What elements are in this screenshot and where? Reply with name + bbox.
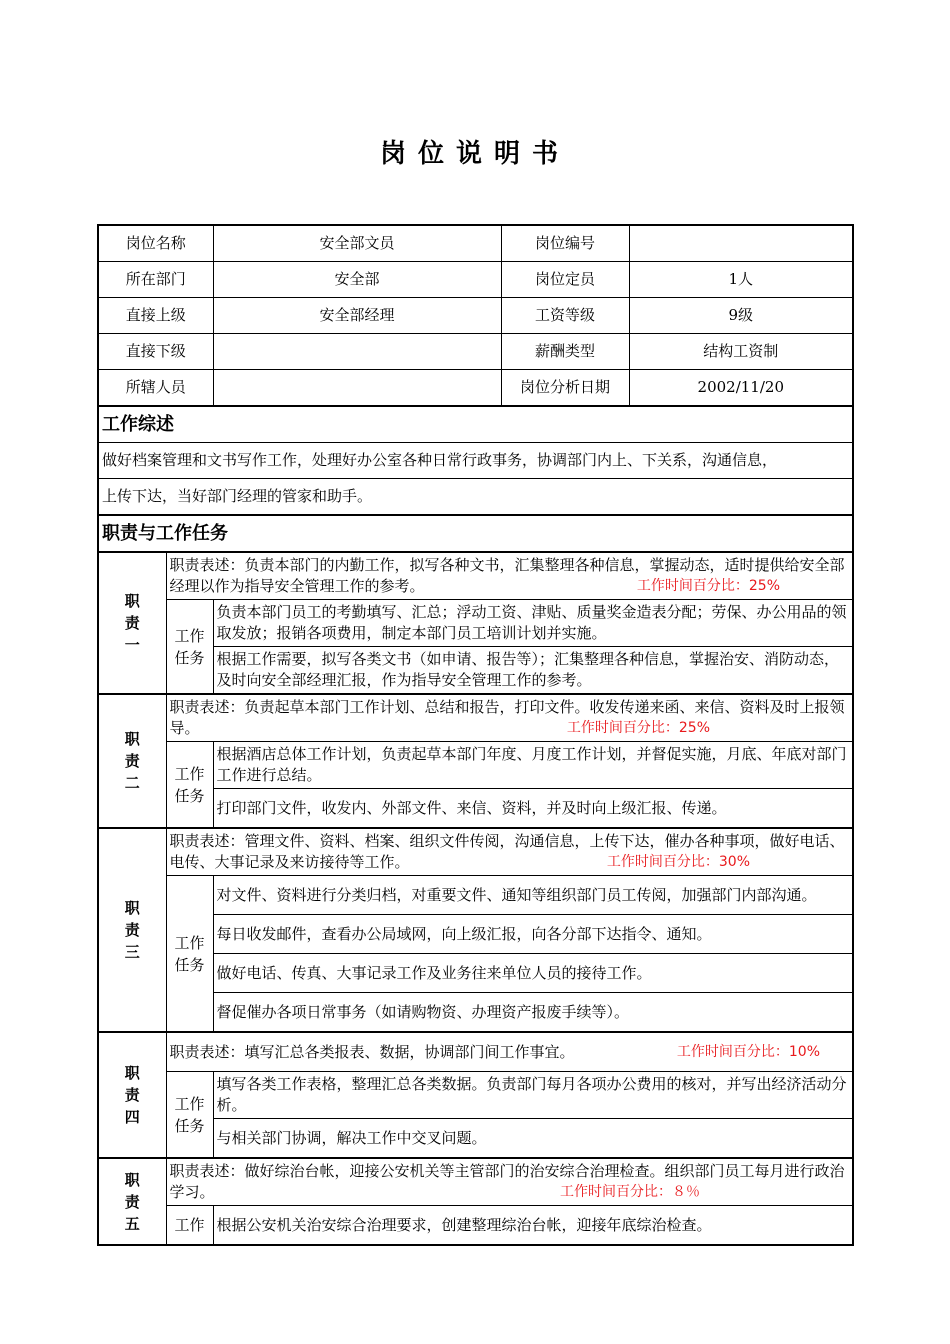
duty-statement-row xyxy=(98,694,853,742)
info-value xyxy=(213,334,501,370)
info-section xyxy=(98,225,853,406)
task-label-text: 工作 xyxy=(174,1216,205,1234)
task-item: 与相关部门协调，解决工作中交叉问题。 xyxy=(213,1119,853,1159)
task-label-text: 任务 xyxy=(174,955,205,974)
info-value: 安全部 xyxy=(213,262,501,298)
duty-label-char: 职 xyxy=(124,592,140,610)
info-label: 岗位分析日期 xyxy=(501,370,629,407)
duty-statement-row xyxy=(98,552,853,600)
info-label: 工资等级 xyxy=(501,298,629,334)
task-item: 做好电话、传真、大事记录工作及业务往来单位人员的接待工作。 xyxy=(213,954,853,993)
duty-statement-text: 职责表述：负责起草本部门工作计划、总结和报告，打印文件。收发传递来函、来信、资料及时上报领导。 xyxy=(169,698,845,737)
time-percent: 工作时间百分比：30% xyxy=(606,854,751,870)
duty-statement xyxy=(166,1032,853,1072)
info-value: 1人 xyxy=(629,262,853,298)
duty-label-char: 职 xyxy=(124,899,140,917)
duty-label-char: 四 xyxy=(124,1108,140,1126)
duty-label-char: 一 xyxy=(124,636,140,654)
duty-label-char: 责 xyxy=(124,614,140,632)
summary-section xyxy=(98,406,853,552)
time-percent: 工作时间百分比：10% xyxy=(676,1043,821,1060)
duty-label-char: 职 xyxy=(124,1064,140,1082)
task-label xyxy=(166,1072,213,1159)
job-table xyxy=(97,224,854,1246)
info-row xyxy=(98,370,853,407)
time-percent: 工作时间百分比：25% xyxy=(636,578,781,594)
duty-statement-row xyxy=(98,1032,853,1072)
task-item: 每日收发邮件，查看办公局域网，向上级汇报，向各分部下达指令、通知。 xyxy=(213,915,853,954)
task-label xyxy=(166,600,213,695)
duty-statement-text: 职责表述：负责本部门的内勤工作，拟写各种文书，汇集整理各种信息，掌握动态，适时提供给安全部经理以作为指导安全管理工作的参考。 xyxy=(169,556,845,595)
info-label: 直接下级 xyxy=(98,334,213,370)
duty-label xyxy=(98,828,166,1032)
info-value xyxy=(213,370,501,407)
task-item: 对文件、资料进行分类归档，对重要文件、通知等组织部门员工传阅，加强部门内部沟通。 xyxy=(213,876,853,915)
info-value xyxy=(629,225,853,262)
info-label: 岗位名称 xyxy=(98,225,213,262)
duty-label-char: 五 xyxy=(124,1214,140,1233)
duty-label-char: 二 xyxy=(124,774,140,792)
task-item: 根据工作需要，拟写各类文书（如申请、报告等）；汇集整理各种信息，掌握治安、消防动态，及时向安全部经理汇报，作为指导安全管理工作的参考。 xyxy=(213,647,853,695)
duty-label-char: 责 xyxy=(124,752,140,770)
duty-label-char: 责 xyxy=(124,921,140,939)
info-value: 2002/11/20 xyxy=(629,370,853,407)
task-item: 根据公安机关治安综合治理要求，创建整理综治台帐，迎接年底综治检查。 xyxy=(213,1206,853,1246)
job-description-sheet xyxy=(97,224,854,1246)
duty-label-char: 职 xyxy=(124,1170,140,1189)
duty-statement-text: 职责表述：管理文件、资料、档案、组织文件传阅，沟通信息，上传下达，催办各种事项，做好电话、电传、大事记录及来访接待等工作。 xyxy=(169,832,845,871)
task-label-text: 任务 xyxy=(174,648,205,667)
task-label-text: 工作 xyxy=(174,933,205,952)
duty-task-row xyxy=(98,600,853,647)
task-label-text: 任务 xyxy=(174,786,205,805)
task-item: 督促催办各项日常事务（如请购物资、办理资产报废手续等）。 xyxy=(213,993,853,1033)
task-item: 负责本部门员工的考勤填写、汇总；浮动工资、津贴、质量奖金造表分配；劳保、办公用品的领取发放；报销各项费用，制定本部门员工培训计划并实施。 xyxy=(213,600,853,647)
info-label: 岗位定员 xyxy=(501,262,629,298)
duty-label xyxy=(98,1158,166,1245)
duty-label-char: 职 xyxy=(124,730,140,748)
duty-label-char: 三 xyxy=(124,943,140,961)
info-label: 岗位编号 xyxy=(501,225,629,262)
info-value: 安全部文员 xyxy=(213,225,501,262)
page-title: 岗位说明书 xyxy=(379,139,570,169)
duty-task-row xyxy=(98,1206,853,1246)
info-row xyxy=(98,225,853,262)
task-item: 根据酒店总体工作计划，负责起草本部门年度、月度工作计划，并督促实施，月底、年底对部门工作进行总结。 xyxy=(213,742,853,789)
duties-heading: 职责与工作任务 xyxy=(98,515,853,552)
info-row xyxy=(98,262,853,298)
summary-line-2: 上传下达，当好部门经理的管家和助手。 xyxy=(98,479,853,516)
task-label-text: 工作 xyxy=(174,764,205,783)
duty-task-row xyxy=(98,1072,853,1119)
duty-label xyxy=(98,1032,166,1158)
info-row xyxy=(98,334,853,370)
task-item: 打印部门文件，收发内、外部文件、来信、资料，并及时向上级汇报、传递。 xyxy=(213,789,853,829)
task-label-text: 任务 xyxy=(174,1116,205,1135)
summary-line-1: 做好档案管理和文书写作工作，处理好办公室各种日常行政事务，协调部门内上、下关系，沟通信息， xyxy=(98,443,853,479)
time-percent: 工作时间百分比：25% xyxy=(566,720,711,736)
duty-task-row xyxy=(98,876,853,915)
duty-label-char: 责 xyxy=(124,1086,140,1104)
duty-statement xyxy=(166,552,853,600)
time-percent: 工作时间百分比：８％ xyxy=(560,1184,701,1200)
task-label-text: 工作 xyxy=(174,626,205,645)
task-item: 填写各类工作表格，整理汇总各类数据。负责部门每月各项办公费用的核对，并写出经济活动分析。 xyxy=(213,1072,853,1119)
info-label: 薪酬类型 xyxy=(501,334,629,370)
duty-task-row xyxy=(98,742,853,789)
duty-statement xyxy=(166,694,853,742)
summary-heading: 工作综述 xyxy=(98,406,853,443)
info-label: 所在部门 xyxy=(98,262,213,298)
task-label xyxy=(166,876,213,1033)
duty-statement xyxy=(166,1158,853,1206)
duty-label-char: 责 xyxy=(124,1192,140,1211)
duty-label xyxy=(98,552,166,694)
info-value: 结构工资制 xyxy=(629,334,853,370)
info-value: 安全部经理 xyxy=(213,298,501,334)
info-value: 9级 xyxy=(629,298,853,334)
duties-section xyxy=(98,552,853,1245)
info-label: 直接上级 xyxy=(98,298,213,334)
duty-statement-text: 职责表述：做好综治台帐，迎接公安机关等主管部门的治安综合治理检查。组织部门员工每月进行政治学习。 xyxy=(169,1162,845,1201)
duty-label xyxy=(98,694,166,828)
duty-statement-row xyxy=(98,1158,853,1206)
duty-statement xyxy=(166,828,853,876)
info-label: 所辖人员 xyxy=(98,370,213,407)
duty-statement-text: 职责表述：填写汇总各类报表、数据，协调部门间工作事宜。 xyxy=(169,1042,575,1061)
task-label xyxy=(166,1206,213,1246)
task-label xyxy=(166,742,213,829)
duty-statement-row xyxy=(98,828,853,876)
task-label-text: 工作 xyxy=(174,1094,205,1113)
info-row xyxy=(98,298,853,334)
